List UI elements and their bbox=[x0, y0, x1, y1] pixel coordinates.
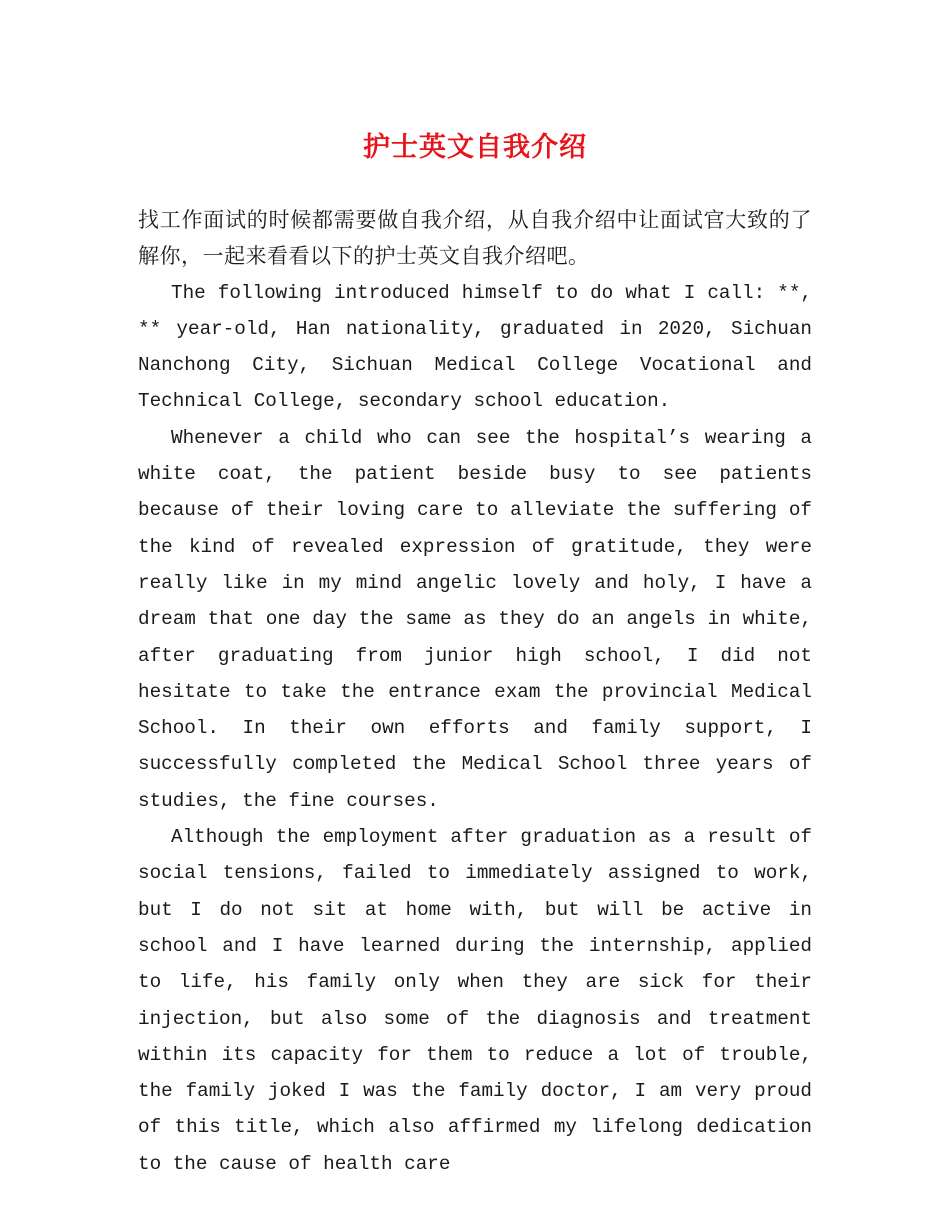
intro-paragraph: 找工作面试的时候都需要做自我介绍，从自我介绍中让面试官大致的了解你，一起来看看以下的护士英文自我介绍吧。 bbox=[138, 208, 812, 269]
document-title: 护士英文自我介绍 bbox=[363, 132, 587, 163]
paragraph-dream: Whenever a child who can see the hospital’s wearing a white coat, the patient beside busy to see patients because of their loving care to alleviate the suffering of the kind of revealed expression of gratitude, they were really like in my mind angelic lovely and holy, I have a dream that one day the same as they do an angels in white, after graduating from junior high school, I did not hesitate to take the entrance exam the provincial Medical School. In their own efforts and family support, I successfully completed the Medical School three years of studies, the fine courses. bbox=[138, 426, 812, 812]
paragraph-self-introduction: The following introduced himself to do what I call: **, ** year-old, Han nationality, graduated in 2020, Sichuan Nanchong City, Sichuan Medical College Vocational and Technical College, secondary school education. bbox=[138, 281, 812, 413]
paragraph-employment: Although the employment after graduation as a result of social tensions, failed to immediately assigned to work, but I do not sit at home with, but will be active in school and I have learned during the internship, applied to life, his family only when they are sick for their injection, but also some of the diagnosis and treatment within its capacity for them to reduce a lot of trouble, the family joked I was the family doctor, I am very proud of this title, which also affirmed my lifelong dedication to the cause of health care bbox=[138, 826, 812, 1175]
document-body bbox=[138, 202, 812, 1182]
